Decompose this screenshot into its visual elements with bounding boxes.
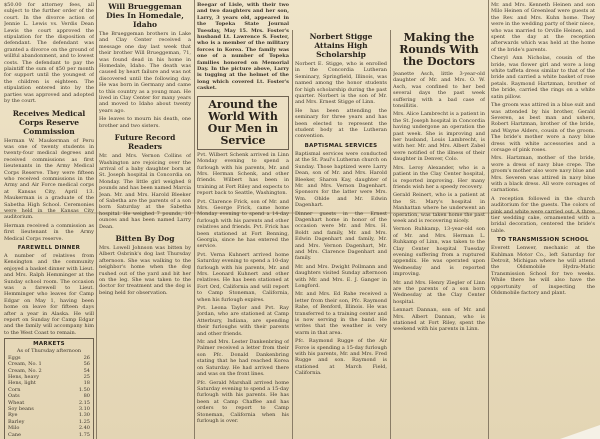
brueggeman-p2: He leaves to mourn his death, one brother and two sisters. — [99, 116, 191, 129]
wedding-p1: Mr. and Mrs. Kenneth Heinen and son Milo Heinen of Greenleaf were guests at the Rev. and Mrs. Kuhn home. They were in the wedding party of their niece, who was married to Orville Heinen, and spent the day at the reception afterwards which was held at the home of the bride's parents. — [491, 2, 595, 53]
market-price: 2.40 — [78, 425, 90, 432]
column-rule — [96, 0, 97, 439]
service-p2: Pvt. Clarence Frick, son of Mr. and Mrs. George Frick, came home Monday evening to spend a 14-day furlough with his parents and other relatives and friends. Pvt. Frick has been stationed at Fort Benning, Georgia, since he has entered the service. — [197, 198, 289, 250]
wedding-p3: The groom was attired in a blue suit and was attended by his brother, Gerald Severen, as best man and ushers, Robert Hartzman, brother of the bride, and Wayne Alders, cousin of the groom. The bride's mother wore a navy blue dress with white accessories and a corsage of pink roses. — [491, 102, 595, 153]
market-price: 18 — [83, 380, 90, 387]
medical-corps-p1: Herman W. Maukerman of Peru was one of twenty students in twenty-four medical degrees and received commissions as first lieutenants in the Army Medical Corps Reserve. They were fifteen who received commissions in the Army and Air Force medical corps at Kansas City, April 13. Maukerman is a graduate of the Sabetha High School. Ceremonies were held in the Kansas City auditorium. — [4, 137, 94, 221]
market-price: 3.10 — [78, 405, 90, 412]
transmission-school-headline: TO TRANSMISSION SCHOOL — [497, 237, 589, 244]
service-p3: Pvt. Verna Kuhnert arrived home Saturday evening to spend a 10-day furlough with his parents, Mr. and Mrs. Leonard Kuhnert and other relatives. He has been stationed at Fort Ord, California and will report to Camp Stoneman, California, when his furlough expires. — [197, 251, 289, 303]
column-rule — [292, 30, 293, 439]
market-row — [8, 432, 90, 438]
markets-headline: MARKETS — [33, 341, 65, 348]
market-item: Cream, No. 1 — [8, 361, 42, 368]
market-price: 54 — [83, 367, 90, 374]
farewell-dinner-headline: FAREWELL DINNER — [17, 245, 81, 251]
market-item: Cane — [8, 431, 21, 438]
brueggeman-headline: Will Brueggeman Dies In Homedale, Idaho — [106, 2, 184, 29]
medical-corps-headline: Receives Medical Corps Reserve Commission — [12, 108, 86, 136]
market-item: Cream, No. 2 — [8, 367, 42, 374]
column-5 — [393, 30, 485, 439]
market-price: 1.75 — [78, 431, 90, 438]
column-2 — [99, 2, 191, 439]
doctors-p7: Lennart Dannan, son of Mr. and Mrs. Albert Dannan, who is stationed at Fort Riley, spent the weekend with his parents in Linn. — [393, 307, 485, 333]
column-rule — [488, 0, 489, 439]
service-p5: Mr. and Mrs. Lester Dankenbring of Palmer received a letter from their son Pfc. Donald Dankenbring stating that he had reached Korea on Saturday. He had arrived there and was on the front lines. — [197, 339, 289, 378]
baptismal-headline: BAPTISMAL SERVICES — [304, 142, 378, 149]
column-6 — [491, 2, 595, 439]
transmission-school-text: Everett Lenwer, mechanic at the Kuhlman Motor Co., left Saturday for Detroit, Michigan where he will attend the Oldsmobile Hydra-Matic Transmission School for two weeks. While there he will also have the opportunity of inspecting the Oldsmobile factory and plant. — [491, 245, 595, 297]
market-item: Milo — [8, 425, 20, 432]
markets-table — [8, 355, 90, 438]
doctors-headline: Making the Rounds With the Doctors — [399, 31, 479, 68]
bitten-by-dog-text: Mrs. Lowell Johnson was bitten by Albert Osbrink's dog last Thursday afternoon. She was walking to the neighbor's home when the dog rushed out of the yard and bit her on the leg. She was taken to the doctor for treatment and the dog is being held for observation. — [99, 244, 191, 296]
service-p6: Pfc. Gerald Marshall arrived home Saturday evening to spend a 15-day furlough with his parents. He has been at Camp Chaffee and has orders to report to Camp Stoneman, California when his furlough is over. — [197, 379, 289, 424]
medical-corps-p2: Herman received a commission as first lieutenant in the Army Medical Corps reserve. — [4, 222, 94, 242]
wedding-p4: Mrs. Hartzman, mother of the bride, wore a dress of navy blue crepe. The groom's mother also wore navy blue and Mrs. Severen was attired in navy blue with a black dress. All wore corsages of carnations. — [491, 155, 595, 194]
service-headline-box — [197, 96, 289, 150]
market-item: Barley — [8, 418, 25, 425]
column-rule — [390, 30, 391, 439]
column-rule — [194, 0, 195, 439]
column-3 — [197, 2, 289, 439]
market-item: Eggs — [8, 354, 21, 361]
farewell-dinner-text: A number of relatives from Kensington and the community enjoyed a basket dinner with Lieut. and Mrs. Ralph Hemminger at the Sunday school room. The occasion was a farewell to Lieut. Hemminger who leaves for Camp Edgar on May 1, having been home on leave for fifteen days after a year in Alaska. He will report on Sunday for Camp Edgar and the family will accompany him to the West Coast to remain. — [4, 253, 94, 336]
pollmann-visit: Mr. and Mrs. Dwight Pollmann and daughters visited Sunday afternoon with Mr. and Mrs. E. J. Ganger in Longford. — [295, 263, 387, 289]
wedding-p5: A reception followed in the church auditorium for the guests. The colors of pink and white were carried out. A three tier wedding cake, ornamented with a bridal decoration, centered the bride's table. — [491, 195, 595, 234]
market-item: Hens, heavy — [8, 373, 40, 380]
future-readers-text: Mr. and Mrs. Vernon Collins of Washington are rejoicing over the arrival of a baby daughter born at St. Joseph hospital in Concordia on Monday. The little girl weighed 8 pounds and has been named Marcia Jean. Mr. and Mrs. Harold Bleeker of Sabetha are the parents of a son born Saturday at the Sabetha hospital. He weighed 7 pounds, 10 ounces and has been named Larry Dean. — [99, 153, 191, 230]
market-price: 25 — [83, 373, 90, 380]
photo-caption: Beegar of Lisle, with their two and two daughters and her son, Larry, 3 years old, appeared in the Topeka State Journal Tuesday, May 15. Mrs. Foster's husband Lt. Lawrence S. Foster, who is a member of the military forces in Korea. The family was one of a number of Topeka families honored on Memorial Day. In the picture above, Larry is tugging at the helmet of the long which covered Lt. Foster's casket. — [197, 2, 289, 92]
market-price: 56 — [83, 361, 90, 368]
stigge-headline: Norbert Stigge Attains High Scholarship — [309, 32, 373, 59]
divorce-article: $50.00 for attorney fees, all subject to the further order of the court. In the divorce action of Jennie L. Lewis vs. Verdis Dean Lewis the court approved the stipulation for the disposition of defendant. The defendant was granted a divorce on the ground of willful abandonment, and to lowest costs. The defendant to pay the plaintiff the sum of $50 per month for support until the youngest of the children is eighteen. The stipulation entered into by the parties was approved and adopted by the court. — [4, 2, 94, 105]
market-price: 1.50 — [78, 386, 90, 393]
service-p1: Pvt. Wilbert Schenk arrived in Linn Monday evening to spend a furlough with his parents, Mr. and Mrs. Herman Schenk, and other friends. Wilbert has been in training at Fort Riley and expects to report back to Seattle, Washington. — [197, 151, 289, 197]
market-item: Soy beans — [8, 405, 34, 412]
column-4 — [295, 30, 387, 439]
market-item: Corn — [8, 386, 21, 393]
market-item: Oats — [8, 393, 20, 400]
stigge-p1: Norbert E. Stigge, who is enrolled in the Concordia Lutheran Seminary, Springfield, Illinois, was named among the honor students for high scholarship during the past quarter. Norbert is the son of Mr. and Mrs. Ernest Stigge of Linn. — [295, 61, 387, 106]
doctors-p2: Mrs. Alice Lambrecht is a patient in the St. Joseph hospital in Concordia having undergone an operation the past week. She is improving and her husband, Louis Lambrecht, is with her. Mr. and Mrs. Albert Zabel were notified of the illness of their daughter in Denver, Colo. — [393, 111, 485, 163]
baptismal-p1: Baptismal services were conducted at the St. Paul's Lutheran church on Sunday. Those baptized were Larry Dean, son of Mr. and Mrs. Harold Bleeker, Sharon Kay, daughter of Mr. and Mrs. Vernon Dagenhart. Sponsors for the latter were Mrs. Wm. Ohlde and Mr. Edwin Dagenhart. — [295, 150, 387, 209]
market-price: 1.30 — [78, 412, 90, 419]
doctors-p6: Mr. and Mrs. Henry Ziegler of Linn are the parents of a son born Wednesday at the Clay Center hospital. — [393, 279, 485, 305]
wedding-p2: Cheryl Ann Nicholas, cousin of the bride, was flower girl and wore a long white taffeta dress similar to that of the bride and carried a white basket of rose petals. Raymond Hartzman, brother of the bride, carried the rings on a white satin pillow. — [491, 55, 595, 100]
doctors-p4: Gerald Reinert, who is a patient at the St. Mary's hospital in Manhattan where he underwent an operation, was taken home the past week and is recovering nicely. — [393, 192, 485, 224]
stigge-p2: He has been attending the seminary for three years and has been elected to represent the student body at the Lutheran convention. — [295, 107, 387, 140]
column-1 — [4, 2, 94, 439]
market-item: Wheat — [8, 399, 25, 406]
brueggeman-p1: The Brueggeman brothers in Lake and Clay Center received a message one day last week that their brother Will Brueggeman, 71, was found dead in his home in Homedale, Idaho. The death was caused by heart failure and was not discovered until the following day. He was born in Germany and came to this country as a young man. He lived in Clay Center for many years and moved to Idaho about twenty years ago. — [99, 31, 191, 114]
market-price: 80 — [83, 393, 90, 400]
market-price: 2.15 — [78, 399, 90, 406]
doctors-p5: Vernon Ruhkamp, 13-year-old son of Mr. and Mrs. Herman L. Ruhkamp of Linn, was taken to the Clay Center hospital Tuesday evening suffering from a ruptured appendix. He was operated upon Wednesday and is reported improving. — [393, 226, 485, 278]
market-item: Hens, light — [8, 380, 36, 387]
markets-subtitle: As of Thursday afternoon — [16, 348, 82, 355]
service-headline: Around the World With Our Men in Service — [207, 97, 279, 147]
market-price: 1.25 — [78, 418, 90, 425]
bitten-by-dog-headline: Bitten By Dog — [115, 233, 175, 243]
future-readers-headline: Future Record Readers — [114, 133, 176, 152]
markets-box — [4, 338, 94, 439]
doctors-p3: Mrs. Leroy Alexander, who is a patient in the Clay Center hospital, is reported improving. Her many friends wish her a speedy recovery. — [393, 164, 485, 190]
baptismal-p2: Dinner guests in the Ernest Dagenhart home in honor of the occasion were Mr. and Mrs. H. Boldt and family, Mr. and Mrs. Edwin Dagenhart and family, Mr. and Mrs. Vernon Dagenhart, Mr. and Mrs. Clarence Dagenhart and family. — [295, 210, 387, 262]
doctors-p1: Jeanette Asch, little 3-year-old daughter of Mr. and Mrs. O. W. Asch, was confined to her bed several days the past week suffering with a bad case of tonsillitis. — [393, 71, 485, 110]
market-item: Rye — [8, 412, 18, 419]
market-price: 26 — [83, 354, 90, 361]
rahe-letter: Mr. and Mrs. Ed Rahe received a letter from their son, Pfc. Raymond Rahe, of Benford, Illinois. He was transferred to a training center and is now serving in the band. He writes that the weather is very warm in that area. — [295, 291, 387, 336]
rugge-furlough: Pfc. Raymond Rugge of the Air Force is spending a 15-day furlough with his parents, Mr. and Mrs. Fred Rugge and son. Raymond is stationed at March Field, California. — [295, 338, 387, 377]
service-p4: Pvt. Leona Taylor and Pvt. Ray Jordan, who are stationed at Camp Atterbury, Indiana, are spending their furloughs with their parents and other friends. — [197, 305, 289, 337]
